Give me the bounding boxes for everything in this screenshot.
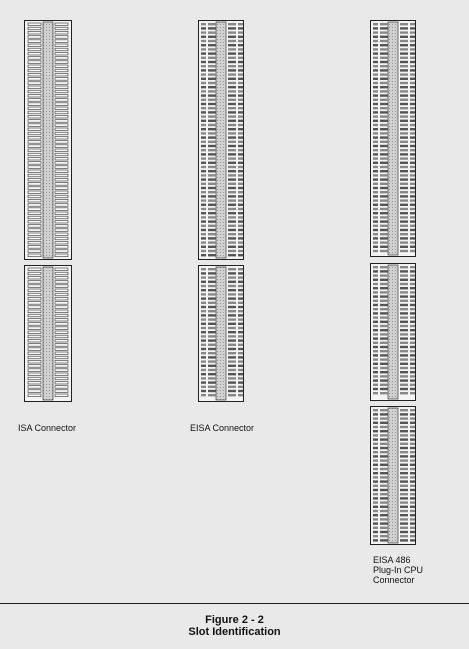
isa-connector bbox=[24, 20, 72, 402]
eisa-segment bbox=[199, 266, 244, 402]
eisa486-connector bbox=[370, 20, 416, 545]
eisa-segment bbox=[199, 21, 244, 260]
eisa486-segment bbox=[371, 407, 416, 545]
eisa-connector-label: EISA Connector bbox=[190, 423, 255, 433]
isa-segment bbox=[25, 21, 72, 260]
eisa486-segment bbox=[371, 264, 416, 401]
eisa486-segment bbox=[371, 21, 416, 257]
figure-number: Figure 2 - 2 bbox=[205, 614, 264, 626]
isa-connector-label: ISA Connector bbox=[18, 423, 77, 433]
eisa486-connector-label: EISA 486 Plug-In CPU Connector bbox=[373, 555, 424, 585]
figure-title: Slot Identification bbox=[188, 626, 281, 638]
caption-divider bbox=[0, 603, 469, 604]
eisa-connector bbox=[198, 20, 244, 402]
isa-segment bbox=[25, 266, 72, 402]
